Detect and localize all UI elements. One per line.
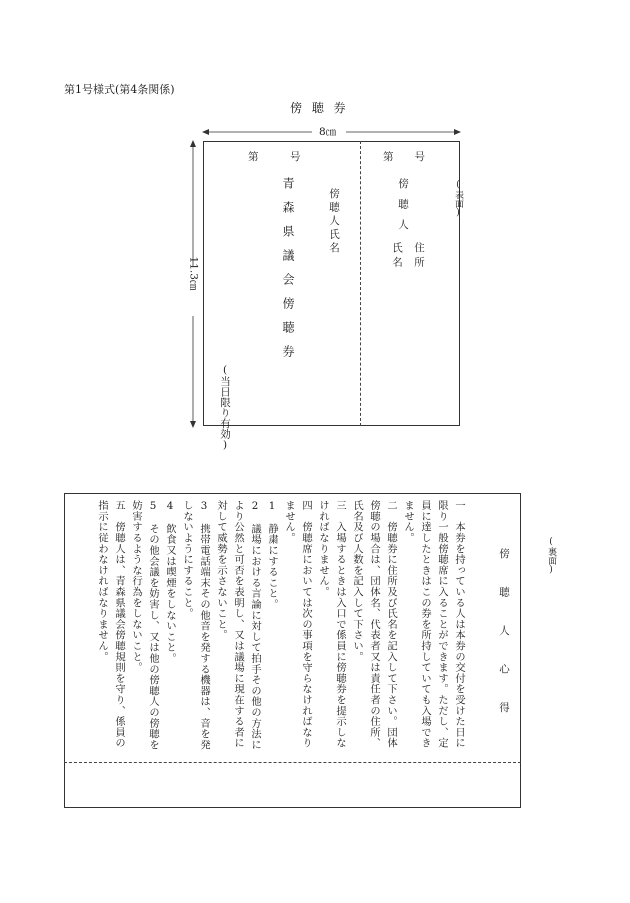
arrow-up-icon: [190, 140, 196, 147]
rule-item-5: 五 傍聴人は、青森県議会傍聴規則を守り、係員の指示に従わなければなりません。: [96, 500, 125, 749]
width-dimension-label: 8㎝: [319, 126, 337, 138]
doc-title: 傍 聴 券: [290, 101, 349, 115]
rule-subitem-1: 1 静粛にすること。: [266, 500, 278, 610]
ticket-front: [203, 141, 460, 426]
rule-subitem-3: 3 携帯電話端末その他音を発する機器は、音を発しないようにすること。: [181, 500, 210, 751]
stub-name-label: 氏名: [391, 242, 403, 271]
stub-holder-label: 傍聴人: [397, 178, 409, 240]
rule-item-2: 二 傍聴券に住所及び氏名を記入して下さい。団体傍聴の場合は、団体名、代表者又は責任者の住所、氏名及び人数を記入して下さい。: [351, 500, 397, 749]
rule-subitem-5: 5 その他会議を妨害し、又は他の傍聴人の傍聴を妨害するような行為をしないこと。: [130, 500, 159, 751]
rule-subitem-2: 2 議場における言論に対して拍手その他の方法により公然と可否を表明し、又は議場に現在する者に対して威勢を示さないこと。: [215, 500, 261, 751]
arrow-down-icon: [190, 421, 196, 428]
assembly-ticket-title: 青森県議会傍聴券: [281, 177, 295, 369]
holder-name-field: 傍聴人氏名: [328, 188, 340, 256]
ticket-perforation: [360, 141, 361, 426]
rule-item-1: 一 本券を持っている人は本券の交付を受けた日に限り一般傍聴席に入ることができます。ただし、定員に達したときはこの券を所持していても入場できません。: [402, 500, 465, 749]
arrow-left-icon: [202, 129, 209, 135]
rule-subitem-4: 4 飲食又は喫煙をしないこと。: [164, 500, 176, 664]
form-number: 第1号様式(第4条関係): [64, 83, 175, 96]
rule-item-4: 四 傍聴席においては次の事項を守らなければなりません。: [283, 500, 312, 749]
stub-address-label: 住所: [413, 242, 425, 271]
height-dimension-label: 11.3㎝: [187, 256, 200, 291]
arrow-right-icon: [454, 129, 461, 135]
serial-number-main: 第 号: [248, 151, 301, 163]
rules-text: [92, 500, 467, 758]
serial-number-stub: 第 号: [383, 151, 425, 163]
rules-divider: [64, 762, 521, 763]
front-side-label: (表面): [453, 180, 463, 218]
rules-heading: 傍 聴 人 心 得: [498, 548, 510, 721]
rule-item-3: 三 入場するときは入口で係員に傍聴券を提示しなければなりません。: [317, 500, 346, 749]
back-side-label: (裏面): [546, 537, 556, 575]
validity-note: (当日限り有効): [219, 364, 231, 451]
